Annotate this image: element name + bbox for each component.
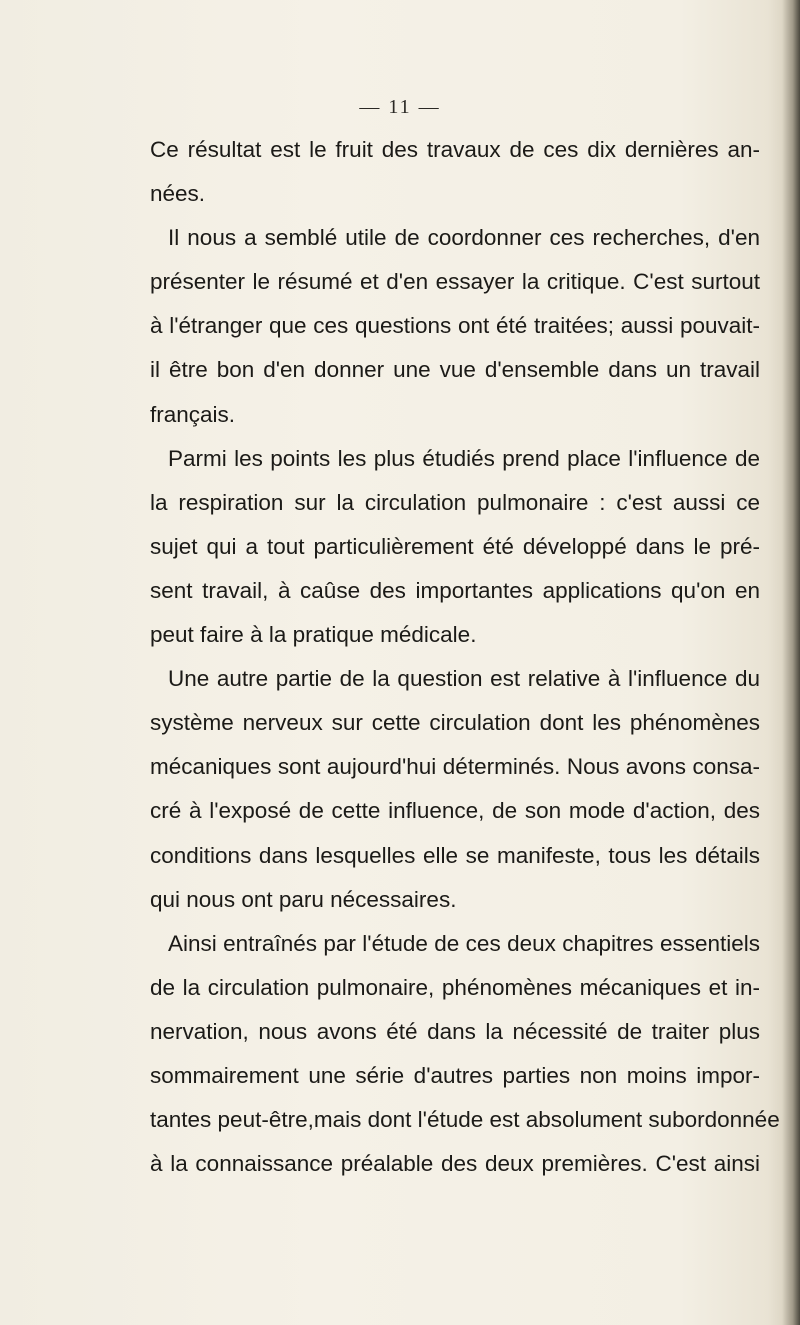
text-line: peut faire à la pratique médicale. xyxy=(150,622,477,648)
text-line: à l'étranger que ces questions ont été traitées; aussi pouvait- xyxy=(150,313,760,339)
paragraph-4 xyxy=(150,657,760,922)
text-line: à la connaissance préalable des deux premières. C'est ainsi xyxy=(150,1151,760,1177)
paragraph-2 xyxy=(150,216,760,436)
body-text xyxy=(150,128,780,1186)
page-number-header: — 11 — xyxy=(359,96,441,118)
text-line: système nerveux sur cette circulation dont les phénomènes xyxy=(150,710,760,736)
text-line: cré à l'exposé de cette influence, de son mode d'action, des xyxy=(150,798,760,824)
text-line: français. xyxy=(150,401,236,427)
text-line: Ainsi entraînés par l'étude de ces deux chapitres essentiels xyxy=(168,930,760,956)
text-line: Parmi les points les plus étudiés prend place l'influence de xyxy=(168,445,760,471)
paragraph-1 xyxy=(150,128,760,216)
text-line: nées. xyxy=(150,181,206,207)
text-line: Une autre partie de la question est relative à l'influence du xyxy=(168,666,760,692)
text-line: sommairement une série d'autres parties non moins impor- xyxy=(150,1062,760,1088)
text-line: tantes peut-être,mais dont l'étude est absolument subordonnée xyxy=(150,1107,780,1133)
text-line: la respiration sur la circulation pulmonaire : c'est aussi ce xyxy=(150,489,760,515)
text-line: il être bon d'en donner une vue d'ensemble dans un travail xyxy=(150,357,760,383)
page-edge-shadow xyxy=(782,0,800,1325)
paragraph-5 xyxy=(150,922,780,1187)
text-line: nervation, nous avons été dans la nécessité de traiter plus xyxy=(150,1018,760,1044)
text-line: présenter le résumé et d'en essayer la critique. C'est surtout xyxy=(150,269,760,295)
paragraph-3 xyxy=(150,437,760,657)
text-line: Ce résultat est le fruit des travaux de ces dix dernières an- xyxy=(150,137,760,162)
text-line: qui nous ont paru nécessaires. xyxy=(150,886,457,912)
text-line: sujet qui a tout particulièrement été développé dans le pré- xyxy=(150,533,760,559)
text-line: conditions dans lesquelles elle se manifeste, tous les détails xyxy=(150,842,760,868)
text-line: de la circulation pulmonaire, phénomènes mécaniques et in- xyxy=(150,974,760,1000)
text-line: sent travail, à caûse des importantes applications qu'on en xyxy=(150,577,760,603)
text-line: Il nous a semblé utile de coordonner ces recherches, d'en xyxy=(168,225,760,251)
text-line: mécaniques sont aujourd'hui déterminés. Nous avons consa- xyxy=(150,754,760,780)
